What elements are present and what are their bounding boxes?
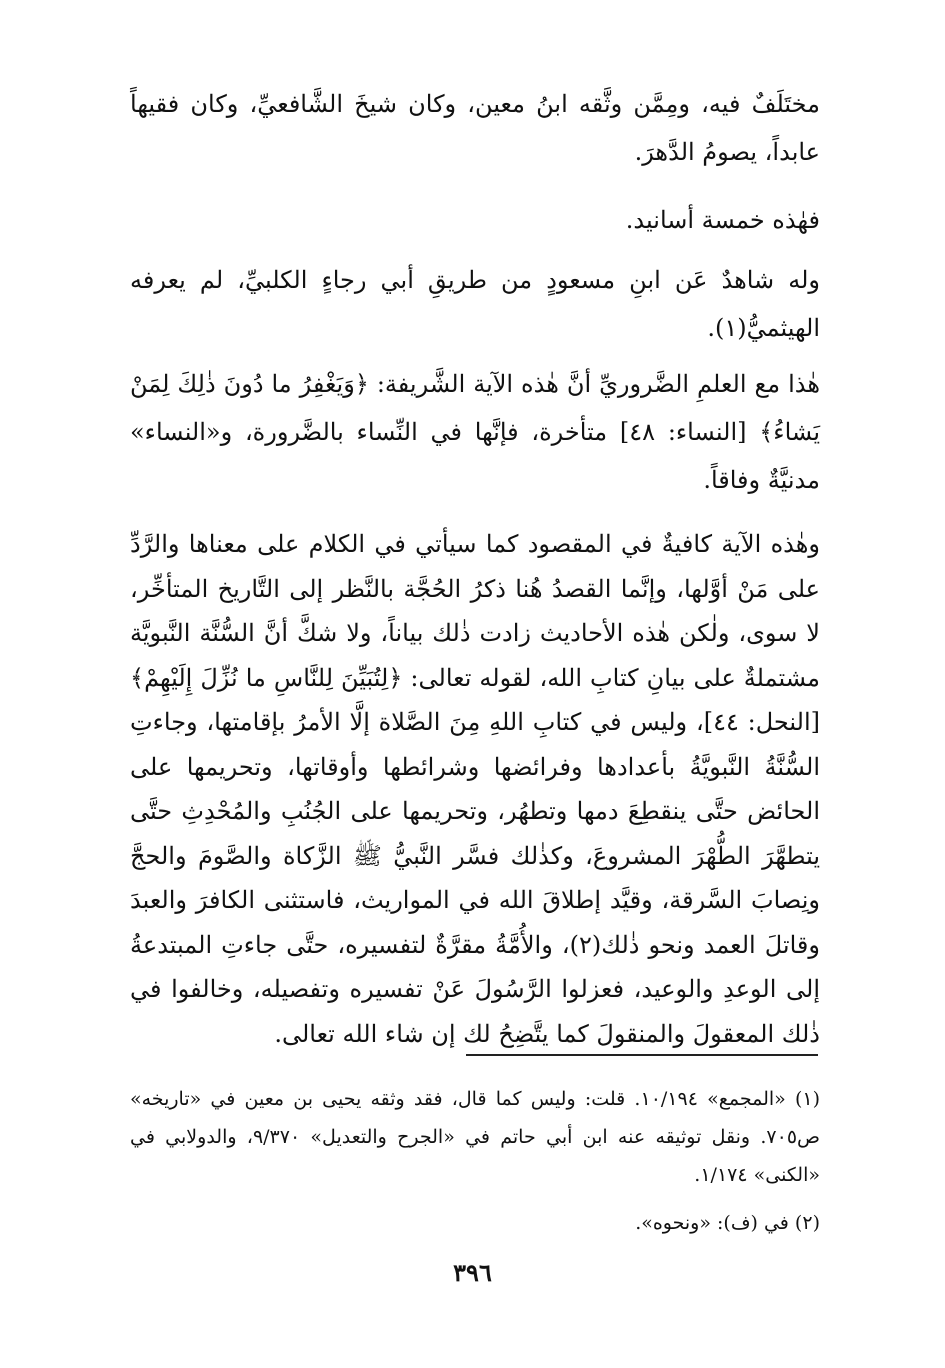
paragraph-1 (130, 80, 820, 176)
paragraph-5 (130, 522, 820, 1056)
paragraph-text: فهٰذه خمسة أسانيد. (625, 206, 820, 234)
paragraph-text: وله شاهدٌ عَن ابنِ مسعودٍ من طريقِ أبي رجاءٍ الكلبيِّ، لم يعرفه الهيثميُّ(١). (130, 266, 820, 342)
paragraph-text: مختَلَفٌ فيه، ومِمَّن وثَّقه ابنُ معين، وكان شيخَ الشَّافعيِّ، وكان فقيهاً عابداً، يصومُ الدَّهرَ. (130, 90, 820, 166)
paragraph-3 (130, 256, 820, 352)
paragraph-4 (130, 360, 820, 504)
footnote-text: (١) «المجمع» ١٠/١٩٤. قلت: وليس كما قال، فقد وثقه يحيى بن معين في «تاريخه» ص٧٠٥. ونقل توثيقه عنه ابن أبي حاتم في «الجرح والتعديل» ٩/٣٧٠، والدولابي في «الكنى» ١/١٧٤. (130, 1088, 821, 1186)
footnote-2 (130, 1204, 820, 1242)
page-number: ٣٩٦ (453, 1258, 492, 1287)
paragraph-text: وهٰذه الآية كافيةٌ في المقصود كما سيأتي في الكلام على معناها والرَّدِّ على مَنْ أوَّلها، وإنَّما القصدُ هُنا ذكرُ الحُجَّة بالنَّظر إلى التَّاريخ المتأخِّر، لا سوى، ولٰكن هٰذه الأحاديث زادت ذٰلك بياناً، ولا شكَّ أنَّ السُّنَّة النَّبويَّة مشتملةٌ على بيانِ كتابِ الله، لقوله تعالى: ﴿لِتُبَيِّنَ لِلنَّاسِ ما نُزِّلَ إِلَيْهِمْ﴾ [النحل: ٤٤]، وليس في كتابِ اللهِ مِنَ الصَّلاة إلَّا الأمرُ بإقامتها، وجاءتِ السُّنَّةُ النَّبويَّةُ بأعدادها وفرائضها وشرائطها وأوقاتها، وتحريمها على الحائض حتَّى ينقطِعَ دمها وتطهُر، وتحريمها على الجُنُبِ والمُحْدِثِ حتَّى يتطهَّرَ الطُّهْرَ المشروعَ، وكذٰلك فسَّر النَّبيُّ ﷺ الزَّكاة والصَّومَ والحجَّ ونِصابَ السَّرقة، وقيَّد إطلاقَ الله في المواريث، فاستثنى الكافرَ والعبدَ وقاتلَ العمد ونحو ذٰلك(٢)، والأُمَّةُ مقرَّةٌ لتفسيره، حتَّى جاءتِ المبتدعةُ إلى الوعدِ والوعيد، فعزلوا الرَّسُولَ عَنْ تفسيره وتفصيله، وخالفوا في ذٰلك المعقولَ والمنقولَ كما يتَّضِحُ لك إن شاء الله تعالى. (130, 530, 821, 1048)
paragraph-text: هٰذا مع العلمِ الضَّروريِّ أنَّ هٰذه الآية الشَّريفة: ﴿وَيَغْفِرُ ما دُونَ ذٰلِكَ لِمَنْ يَشاءُ﴾ [النساء: ٤٨] متأخرة، فإنَّها في النِّساء بالضَّرورة، و«النساء» مدنيَّةٌ وفاقاً. (130, 370, 820, 494)
footnote-text: (٢) في (ف): «ونحوه». (635, 1212, 820, 1234)
footnote-1 (130, 1080, 820, 1194)
paragraph-2 (130, 196, 820, 244)
footnote-divider (466, 1054, 818, 1056)
